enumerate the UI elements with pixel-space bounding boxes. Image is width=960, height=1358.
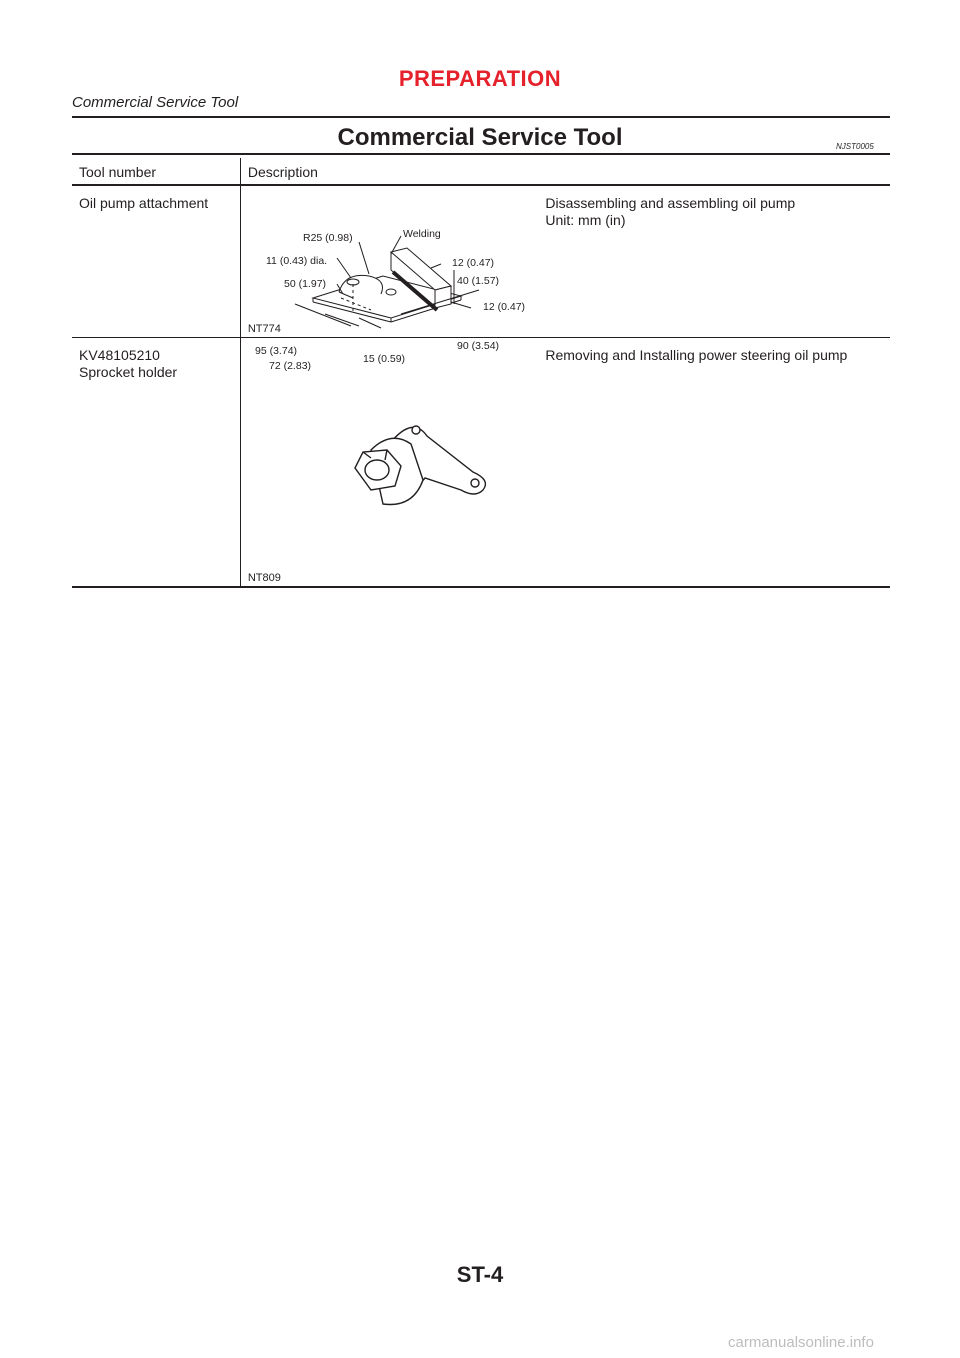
header-rule <box>72 116 890 118</box>
label-40: 40 (1.57) <box>456 275 499 287</box>
label-72: 72 (2.83) <box>268 360 311 372</box>
page-header-subtitle: Commercial Service Tool <box>72 94 239 111</box>
tool-figure-cell <box>240 185 538 372</box>
label-12b: 12 (0.47) <box>482 301 525 313</box>
label-15: 15 (0.59) <box>362 353 405 365</box>
figure-code: NT809 <box>247 572 281 584</box>
sprocket-holder-drawing <box>241 338 539 586</box>
header-description: Description <box>240 158 890 185</box>
oil-pump-attachment-drawing <box>241 186 539 372</box>
section-title: Commercial Service Tool <box>337 124 623 151</box>
label-90: 90 (3.54) <box>456 340 499 352</box>
label-12a: 12 (0.47) <box>451 257 494 269</box>
tool-figure-cell <box>240 338 538 588</box>
tool-name: Sprocket holder <box>79 364 178 380</box>
table-row <box>72 185 890 338</box>
table-row <box>72 338 890 588</box>
description-unit: Unit: mm (in) <box>545 212 626 228</box>
tool-number-cell <box>72 338 240 588</box>
description-line: Removing and Installing power steering oil pump <box>545 347 848 363</box>
label-welding: Welding <box>402 228 441 240</box>
tool-number: Oil pump attachment <box>79 195 209 211</box>
tool-table <box>72 158 890 588</box>
page-header-title: PREPARATION <box>398 66 562 91</box>
label-95: 95 (3.74) <box>254 345 297 357</box>
oil-pump-attachment-figure <box>241 186 539 372</box>
section-code: NJST0005 <box>836 142 874 151</box>
table-header-row <box>72 158 890 185</box>
description-cell <box>538 185 890 338</box>
label-50: 50 (1.97) <box>283 278 326 290</box>
description-line: Disassembling and assembling oil pump <box>545 195 796 211</box>
section-rule <box>72 153 890 155</box>
header-tool-number: Tool number <box>72 158 240 185</box>
figure-code: NT774 <box>247 323 281 335</box>
label-r25: R25 (0.98) <box>302 232 353 244</box>
sprocket-holder-figure <box>241 338 539 586</box>
tool-number: KV48105210 <box>79 347 160 363</box>
page-number: ST-4 <box>456 1262 504 1287</box>
description-cell <box>538 338 890 588</box>
label-11-dia: 11 (0.43) dia. <box>265 255 327 267</box>
watermark: carmanualsonline.info <box>728 1334 874 1351</box>
tool-number-cell <box>72 185 240 338</box>
